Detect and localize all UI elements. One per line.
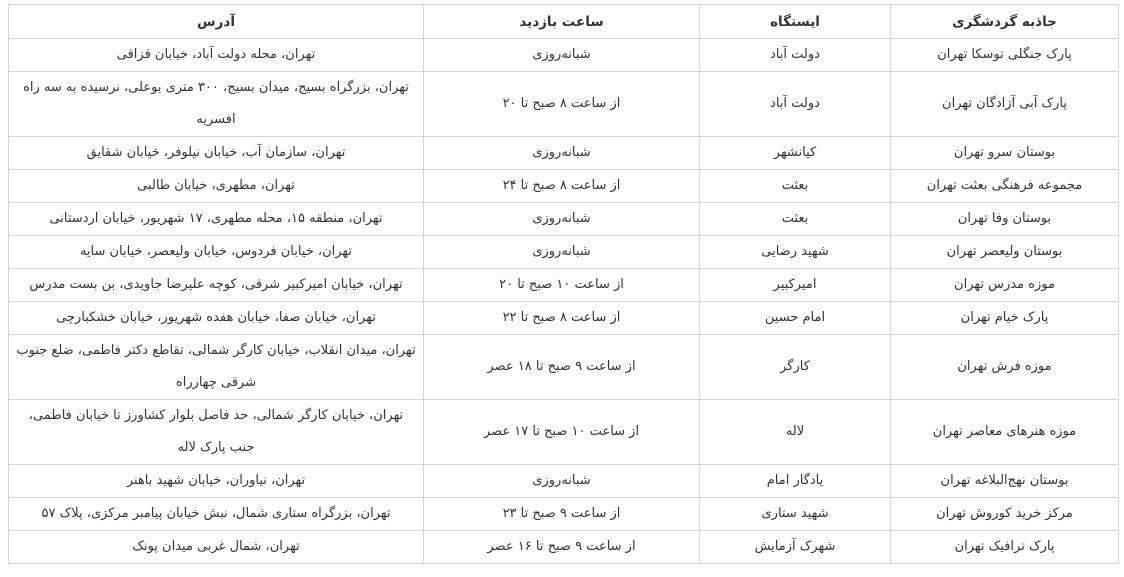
- cell-station: دولت آباد: [700, 72, 891, 137]
- cell-attraction: موزه فرش تهران: [891, 335, 1119, 400]
- cell-address: تهران، نیاوران، خیابان شهید باهنر: [9, 465, 424, 498]
- cell-address: تهران، خیابان فردوس، خیابان ولیعصر، خیابان سایه: [9, 236, 424, 269]
- cell-station: دولت آباد: [700, 39, 891, 72]
- cell-attraction: موزه هنرهای معاصر تهران: [891, 400, 1119, 465]
- table-row: [9, 170, 1119, 203]
- cell-visit-hours: شبانه‌روزی: [424, 236, 700, 269]
- cell-visit-hours: از ساعت ۸ صبح تا ۲۴: [424, 170, 700, 203]
- header-address: آدرس: [9, 5, 424, 39]
- cell-attraction: مجموعه فرهنگی بعثت تهران: [891, 170, 1119, 203]
- table-row: [9, 39, 1119, 72]
- table-row: [9, 269, 1119, 302]
- cell-attraction: پارک جنگلی توسکا تهران: [891, 39, 1119, 72]
- cell-attraction: بوستان ولیعصر تهران: [891, 236, 1119, 269]
- header-visit-hours: ساعت بازدید: [424, 5, 700, 39]
- cell-address: تهران، بزرگراه ستاری شمال، نبش خیابان پیامبر مرکزی، پلاک ۵۷: [9, 498, 424, 531]
- cell-station: کیانشهر: [700, 137, 891, 170]
- cell-station: بعثت: [700, 170, 891, 203]
- cell-visit-hours: از ساعت ۸ صبح تا ۲۲: [424, 302, 700, 335]
- cell-address: تهران، محله دولت آباد، خیابان قزاقی: [9, 39, 424, 72]
- table-row: [9, 400, 1119, 465]
- header-station: ایستگاه: [700, 5, 891, 39]
- table-row: [9, 498, 1119, 531]
- cell-station: امیرکبیر: [700, 269, 891, 302]
- cell-visit-hours: شبانه‌روزی: [424, 465, 700, 498]
- cell-address: تهران، سازمان آب، خیابان نیلوفر، خیابان شقایق: [9, 137, 424, 170]
- cell-visit-hours: از ساعت ۹ صبح تا ۱۶ عصر: [424, 531, 700, 564]
- table-row: [9, 137, 1119, 170]
- cell-visit-hours: از ساعت ۹ صبح تا ۲۳: [424, 498, 700, 531]
- cell-attraction: موزه مدرس تهران: [891, 269, 1119, 302]
- cell-station: شهرک آزمایش: [700, 531, 891, 564]
- cell-attraction: بوستان سرو تهران: [891, 137, 1119, 170]
- cell-address: تهران، خیابان صفا، خیابان هفده شهریور، خیابان خشکبارچی: [9, 302, 424, 335]
- cell-visit-hours: شبانه‌روزی: [424, 39, 700, 72]
- table-row: [9, 531, 1119, 564]
- attractions-table: [8, 4, 1119, 564]
- cell-address: تهران، منطقه ۱۵، محله مطهری، ۱۷ شهریور، خیابان اردستانی: [9, 203, 424, 236]
- cell-visit-hours: از ساعت ۱۰ صبح تا ۱۷ عصر: [424, 400, 700, 465]
- cell-attraction: پارک ترافیک تهران: [891, 531, 1119, 564]
- cell-station: لاله: [700, 400, 891, 465]
- cell-visit-hours: از ساعت ۱۰ صبح تا ۲۰: [424, 269, 700, 302]
- cell-address: تهران، شمال غربی میدان پونک: [9, 531, 424, 564]
- cell-station: شهید رضایی: [700, 236, 891, 269]
- table-row: [9, 302, 1119, 335]
- cell-station: شهید ستاری: [700, 498, 891, 531]
- cell-attraction: بوستان نهج‌البلاغه تهران: [891, 465, 1119, 498]
- cell-address: تهران، بزرگراه بسیج، میدان بسیج، ۳۰۰ متری بوعلی، نرسیده به سه راه افسریه: [9, 72, 424, 137]
- cell-station: بعثت: [700, 203, 891, 236]
- cell-address: تهران، خیابان کارگر شمالی، حد فاصل بلوار کشاورز تا خیابان فاطمی، جنب پارک لاله: [9, 400, 424, 465]
- table-container: [8, 4, 1118, 564]
- table-row: [9, 203, 1119, 236]
- cell-attraction: مرکز خرید کوروش تهران: [891, 498, 1119, 531]
- cell-station: امام حسین: [700, 302, 891, 335]
- header-attraction: جاذبه گردشگری: [891, 5, 1119, 39]
- cell-station: کارگر: [700, 335, 891, 400]
- table-header-row: [9, 5, 1119, 39]
- cell-visit-hours: از ساعت ۸ صبح تا ۲۰: [424, 72, 700, 137]
- cell-visit-hours: شبانه‌روزی: [424, 137, 700, 170]
- cell-address: تهران، مطهری، خیابان طالبی: [9, 170, 424, 203]
- table-row: [9, 72, 1119, 137]
- table-row: [9, 465, 1119, 498]
- cell-visit-hours: شبانه‌روزی: [424, 203, 700, 236]
- table-row: [9, 335, 1119, 400]
- cell-attraction: پارک خیام تهران: [891, 302, 1119, 335]
- cell-address: تهران، خیابان امیرکبیر شرقی، کوچه علیرضا جاویدی، بن بست مدرس: [9, 269, 424, 302]
- cell-address: تهران، میدان انقلاب، خیابان کارگر شمالی، تقاطع دکتر فاطمی، ضلع جنوب شرقی چهارراه: [9, 335, 424, 400]
- cell-attraction: بوستان وفا تهران: [891, 203, 1119, 236]
- cell-visit-hours: از ساعت ۹ صبح تا ۱۸ عصر: [424, 335, 700, 400]
- table-row: [9, 236, 1119, 269]
- cell-station: یادگار امام: [700, 465, 891, 498]
- cell-attraction: پارک آبی آزادگان تهران: [891, 72, 1119, 137]
